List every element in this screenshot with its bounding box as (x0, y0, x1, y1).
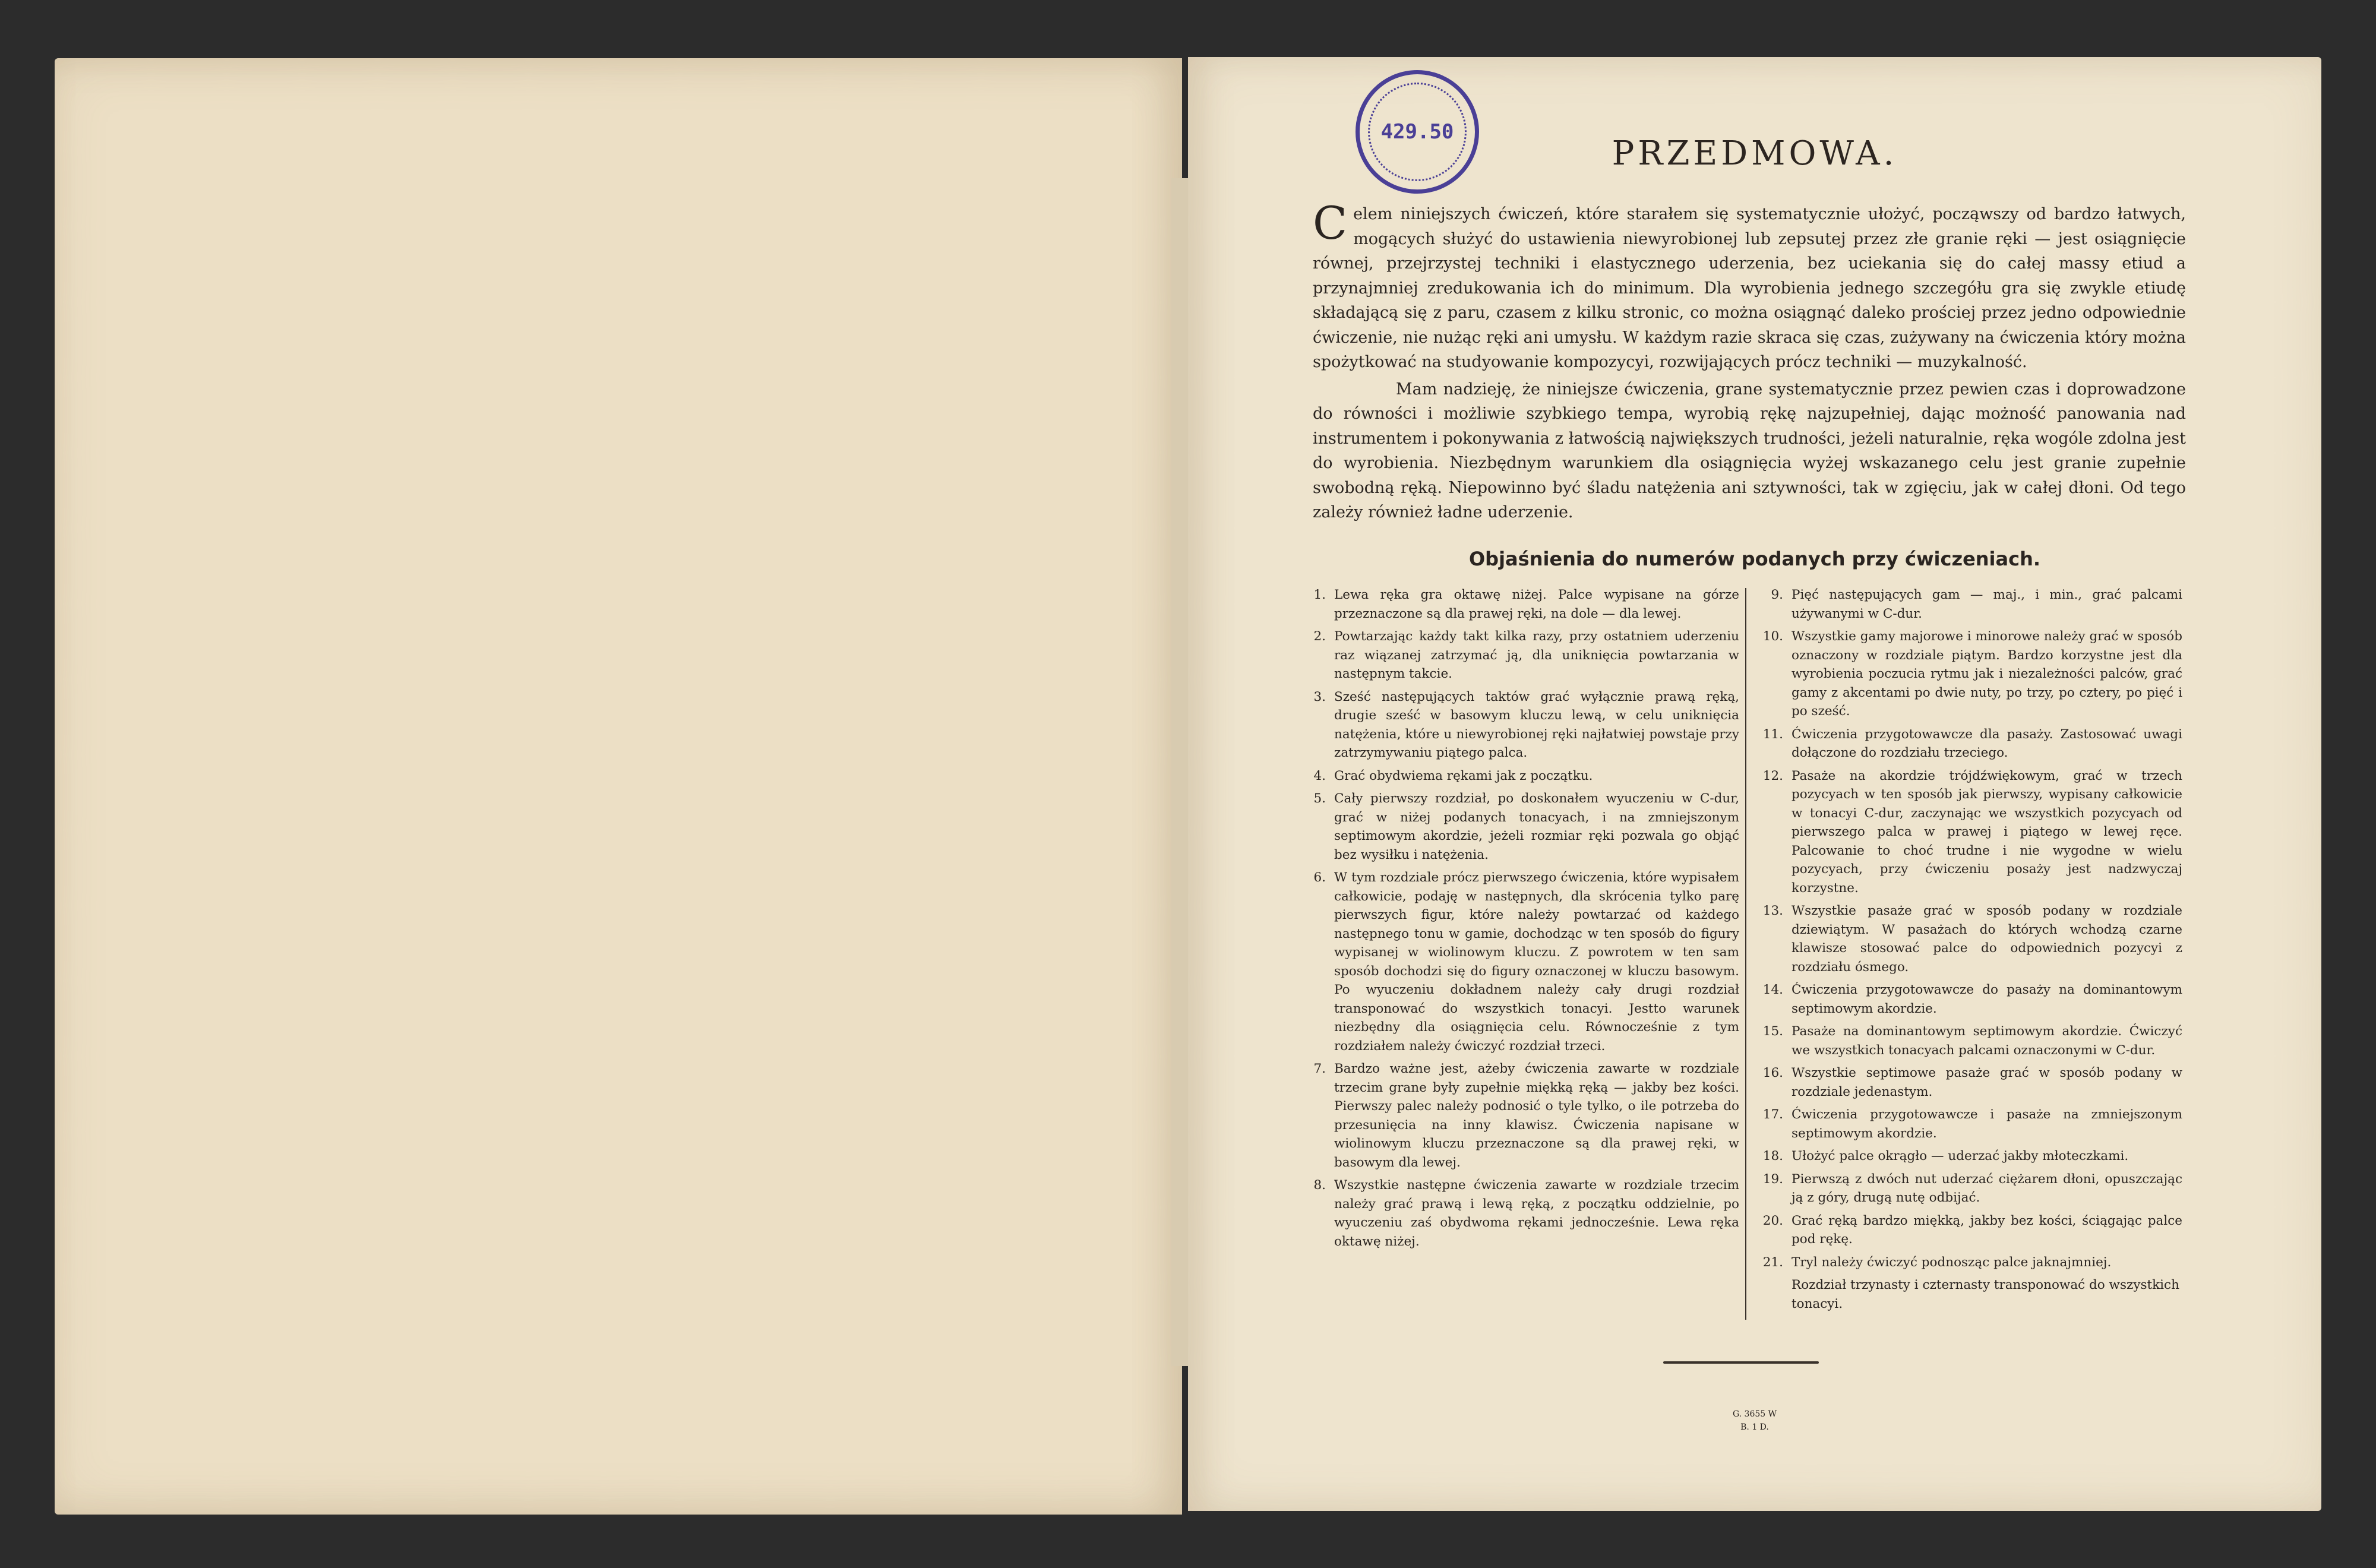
note-number: 8. (1313, 1178, 1326, 1193)
note-item (1762, 627, 2182, 721)
note-number: 12. (1762, 768, 1783, 783)
note-number: 1. (1313, 587, 1326, 602)
note-item (1762, 1022, 2182, 1060)
paragraph-1-text: elem niniejszych ćwiczeń, które starałem się systematycznie ułożyć, począwszy od bardzo łatwych, mogących służyć do ustawienia niewyrobionej lub zepsutej przez złe granie ręki — jest osiągnięcie równej, przejrzystej techniki i elastycznego uderzenia, bez uciekania się do całej massy etiud a przynajmniej zredukowania ich do minimum. Dla wyrobienia jednego szczegółu gra się zwykle etiudę składającą się z paru, czasem z kilku stronic, co można osiągnąć daleko prościej przez jedno odpowiednie ćwiczenie, nie nużąc ręki ani umysłu. W każdym razie skraca się czas, zużywany na ćwiczenia który można spożytkować na studyowanie kompozycyi, rozwijających prócz techniki — muzykalność. (1313, 205, 2186, 371)
stamp-number: 429.50 (1380, 120, 1454, 144)
note-number: 7. (1313, 1061, 1326, 1076)
note-item (1308, 1176, 1739, 1251)
page-title: PRZEDMOWA. (1612, 134, 1898, 173)
note-number: 9. (1771, 587, 1783, 602)
note-number: 5. (1313, 791, 1326, 806)
note-number: 11. (1762, 726, 1783, 742)
note-number: 2. (1313, 629, 1326, 644)
note-text: Cały pierwszy rozdział, po doskonałem wyuczeniu w C-dur, grać w niżej podanych tonacyach, i na zmniejszonym septimowym akordzie, jeżeli rozmiar ręki pozwala go objąć bez wysiłku i natężenia. (1334, 791, 1739, 862)
library-stamp (1356, 70, 1479, 194)
notes-column-right (1762, 586, 2182, 1313)
note-item (1308, 767, 1739, 786)
preface-paragraph-1 (1313, 197, 2186, 375)
note-text: Pasaże na dominantowym septimowym akordzie. Ćwiczyć we wszystkich tonacyach palcami oznaczonymi w C-dur. (1792, 1024, 2182, 1058)
note-text: Powtarzając każdy takt kilka razy, przy ostatniem uderzeniu raz wiązanej zatrzymać ją, dla uniknięcia powtarzania w następnym takcie. (1334, 629, 1739, 681)
note-text: Ćwiczenia przygotowawcze do pasaży na dominantowym septimowym akordzie. (1792, 982, 2182, 1016)
end-rule (1663, 1361, 1819, 1364)
note-number: 3. (1313, 689, 1326, 704)
preface-paragraph-2: Mam nadzieję, że niniejsze ćwiczenia, grane systematycznie przez pewien czas i doprowadzone do równości i możliwie szybkiego tempa, wyrobią rękę najzupełniej, dając możność panowania nad instrumentem i pokonywania z łatwością największych trudności, jeżeli naturalnie, ręka wogóle zdolna jest do wyrobienia. Niezbędnym warunkiem dla osiągnięcia wyżej wskazanego celu jest granie zupełnie swobodną ręką. Niepowinno być śladu natężenia ani sztywności, tak w zgięciu, jak w całej dłoni. Od tego zależy również ładne uderzenie. (1313, 380, 2186, 521)
note-item (1762, 1170, 2182, 1207)
note-number: 19. (1762, 1171, 1783, 1187)
note-item (1762, 1064, 2182, 1101)
note-text: Pierwszą z dwóch nut uderzać ciężarem dłoni, opuszczając ją z góry, drugą nutę odbijać. (1792, 1171, 2182, 1205)
note-item (1762, 981, 2182, 1018)
notes-column-left (1308, 586, 1739, 1255)
note-text: Wszystkie gamy majorowe i minorowe należy grać w sposób oznaczony w rozdziale piątym. Bardzo korzystne jest dla wyrobienia poczucia rytmu jak i niezależności palców, grać gamy z akcentami po dwie nuty, po trzy, po cztery, po pięć i po sześć. (1792, 629, 2182, 719)
note-number: 18. (1762, 1149, 1783, 1164)
note-item (1308, 789, 1739, 864)
note-item (1762, 767, 2182, 898)
note-number: 16. (1762, 1066, 1783, 1080)
note-item (1308, 1060, 1739, 1172)
note-number: 20. (1762, 1213, 1783, 1228)
note-number: 21. (1762, 1254, 1783, 1270)
notes-heading: Objaśnienia do numerów podanych przy ćwiczeniach. (1468, 548, 2041, 570)
note-text: Wszystkie pasaże grać w sposób podany w rozdziale dziewiątym. W pasażach do których wchodzą czarne klawisze stosować palce do odpowiednich pozycyi z rozdziału ósmego. (1792, 903, 2182, 975)
note-text: Grać ręką bardzo miękką, jakby bez kości, ściągając palce pod rękę. (1792, 1213, 2182, 1247)
drop-cap: C (1313, 197, 1348, 249)
note-item (1762, 902, 2182, 976)
note-number: 6. (1313, 870, 1326, 885)
note-number: 17. (1762, 1107, 1783, 1122)
plate-line-2: B. 1 D. (1740, 1422, 1769, 1432)
plate-line-1: G. 3655 W (1732, 1409, 1777, 1419)
note-number: 10. (1762, 629, 1783, 644)
note-item (1762, 1253, 2182, 1272)
note-number: 13. (1762, 903, 1783, 918)
left-page-blank (55, 58, 1182, 1515)
note-text: Pasaże na akordzie trójdźwiękowym, grać w trzech pozycyach w ten sposób jak pierwszy, wypisany całkowicie w tonacyi C-dur, zaczynając we wszystkich pozycyach od pierwszego palca w prawej i piątego w lewej ręce. Palcowanie to choć trudne i nie wygodne w wielu pozycyach, przy ćwiczeniu posaży jest nadzwyczaj korzystne. (1792, 768, 2182, 896)
note-text: Lewa ręka gra oktawę niżej. Palce wypisane na górze przeznaczone są dla prawej ręki, na dole — dla lewej. (1334, 587, 1739, 621)
note-text: Tryl należy ćwiczyć podnosząc palce jaknajmniej. (1792, 1254, 2112, 1270)
note-item (1308, 688, 1739, 763)
note-item (1762, 586, 2182, 623)
note-number: 15. (1762, 1024, 1783, 1039)
column-divider (1745, 588, 1746, 1320)
note-text: Ułożyć palce okrągło — uderzać jakby młoteczkami. (1792, 1149, 2129, 1164)
note-right-extra: Rozdział trzynasty i czternasty transponować do wszystkich tonacyi. (1792, 1278, 2179, 1311)
note-item (1762, 725, 2182, 763)
note-text: Wszystkie następne ćwiczenia zawarte w rozdziale trzecim należy grać prawą i lewą ręką, z początku oddzielnie, po wyuczeniu zaś obydwoma rękami jednocześnie. Lewa ręka oktawę niżej. (1334, 1178, 1739, 1249)
note-item (1308, 868, 1739, 1055)
note-text: Bardzo ważne jest, ażeby ćwiczenia zawarte w rozdziale trzecim grane były zupełnie miękką ręką — jakby bez kości. Pierwszy palec należy podnosić o tyle tylko, o ile potrzeba do przesunięcia na inny klawisz. Ćwiczenia napisane w wiolinowym kluczu przeznaczone są dla prawej ręki, w basowym dla lewej. (1334, 1061, 1739, 1170)
note-number: 4. (1313, 768, 1326, 783)
note-text: Grać obydwiema rękami jak z początku. (1334, 768, 1593, 783)
preface-text (1313, 197, 2186, 525)
note-text: W tym rozdziale prócz pierwszego ćwiczenia, które wypisałem całkowicie, podaję w następnych, dla skrócenia tylko parę pierwszych figur, które należy powtarzać od każdego następnego tonu w gamie, dochodząc w ten sposób do figury wypisanej w wiolinowym kluczu. Z powrotem w ten sam sposób dochodzi się do figury oznaczonej w kluczu basowym. Po wyuczeniu dokładnem należy cały drugi rozdział transponować do wszystkich tonacyi. Jestto warunek niezbędny dla osiągnięcia celu. Równocześnie z tym rozdziałem należy ćwiczyć rozdział trzeci. (1334, 870, 1739, 1054)
note-text: Wszystkie septimowe pasaże grać w sposób podany w rozdziale jedenastym. (1792, 1066, 2182, 1099)
note-item (1308, 627, 1739, 684)
note-item (1762, 1147, 2182, 1166)
note-text: Ćwiczenia przygotowawcze i pasaże na zmniejszonym septimowym akordzie. (1792, 1107, 2182, 1141)
plate-number (1188, 1408, 2321, 1434)
note-item (1308, 586, 1739, 623)
note-text: Ćwiczenia przygotowawcze dla pasaży. Zastosować uwagi dołączone do rozdziału trzeciego. (1792, 726, 2182, 760)
note-item (1762, 1105, 2182, 1143)
note-number: 14. (1762, 982, 1783, 997)
note-text: Sześć następujących taktów grać wyłącznie prawą ręką, drugie sześć w basowym kluczu lewą, w celu uniknięcia natężenia, które u niewyrobionej ręki najłatwiej powstaje przy zatrzymywaniu piątego palca. (1334, 689, 1739, 760)
note-text: Pięć następujących gam — maj., i min., grać palcami używanymi w C-dur. (1792, 587, 2182, 621)
note-item (1762, 1212, 2182, 1249)
notes-right-list (1762, 586, 2182, 1272)
